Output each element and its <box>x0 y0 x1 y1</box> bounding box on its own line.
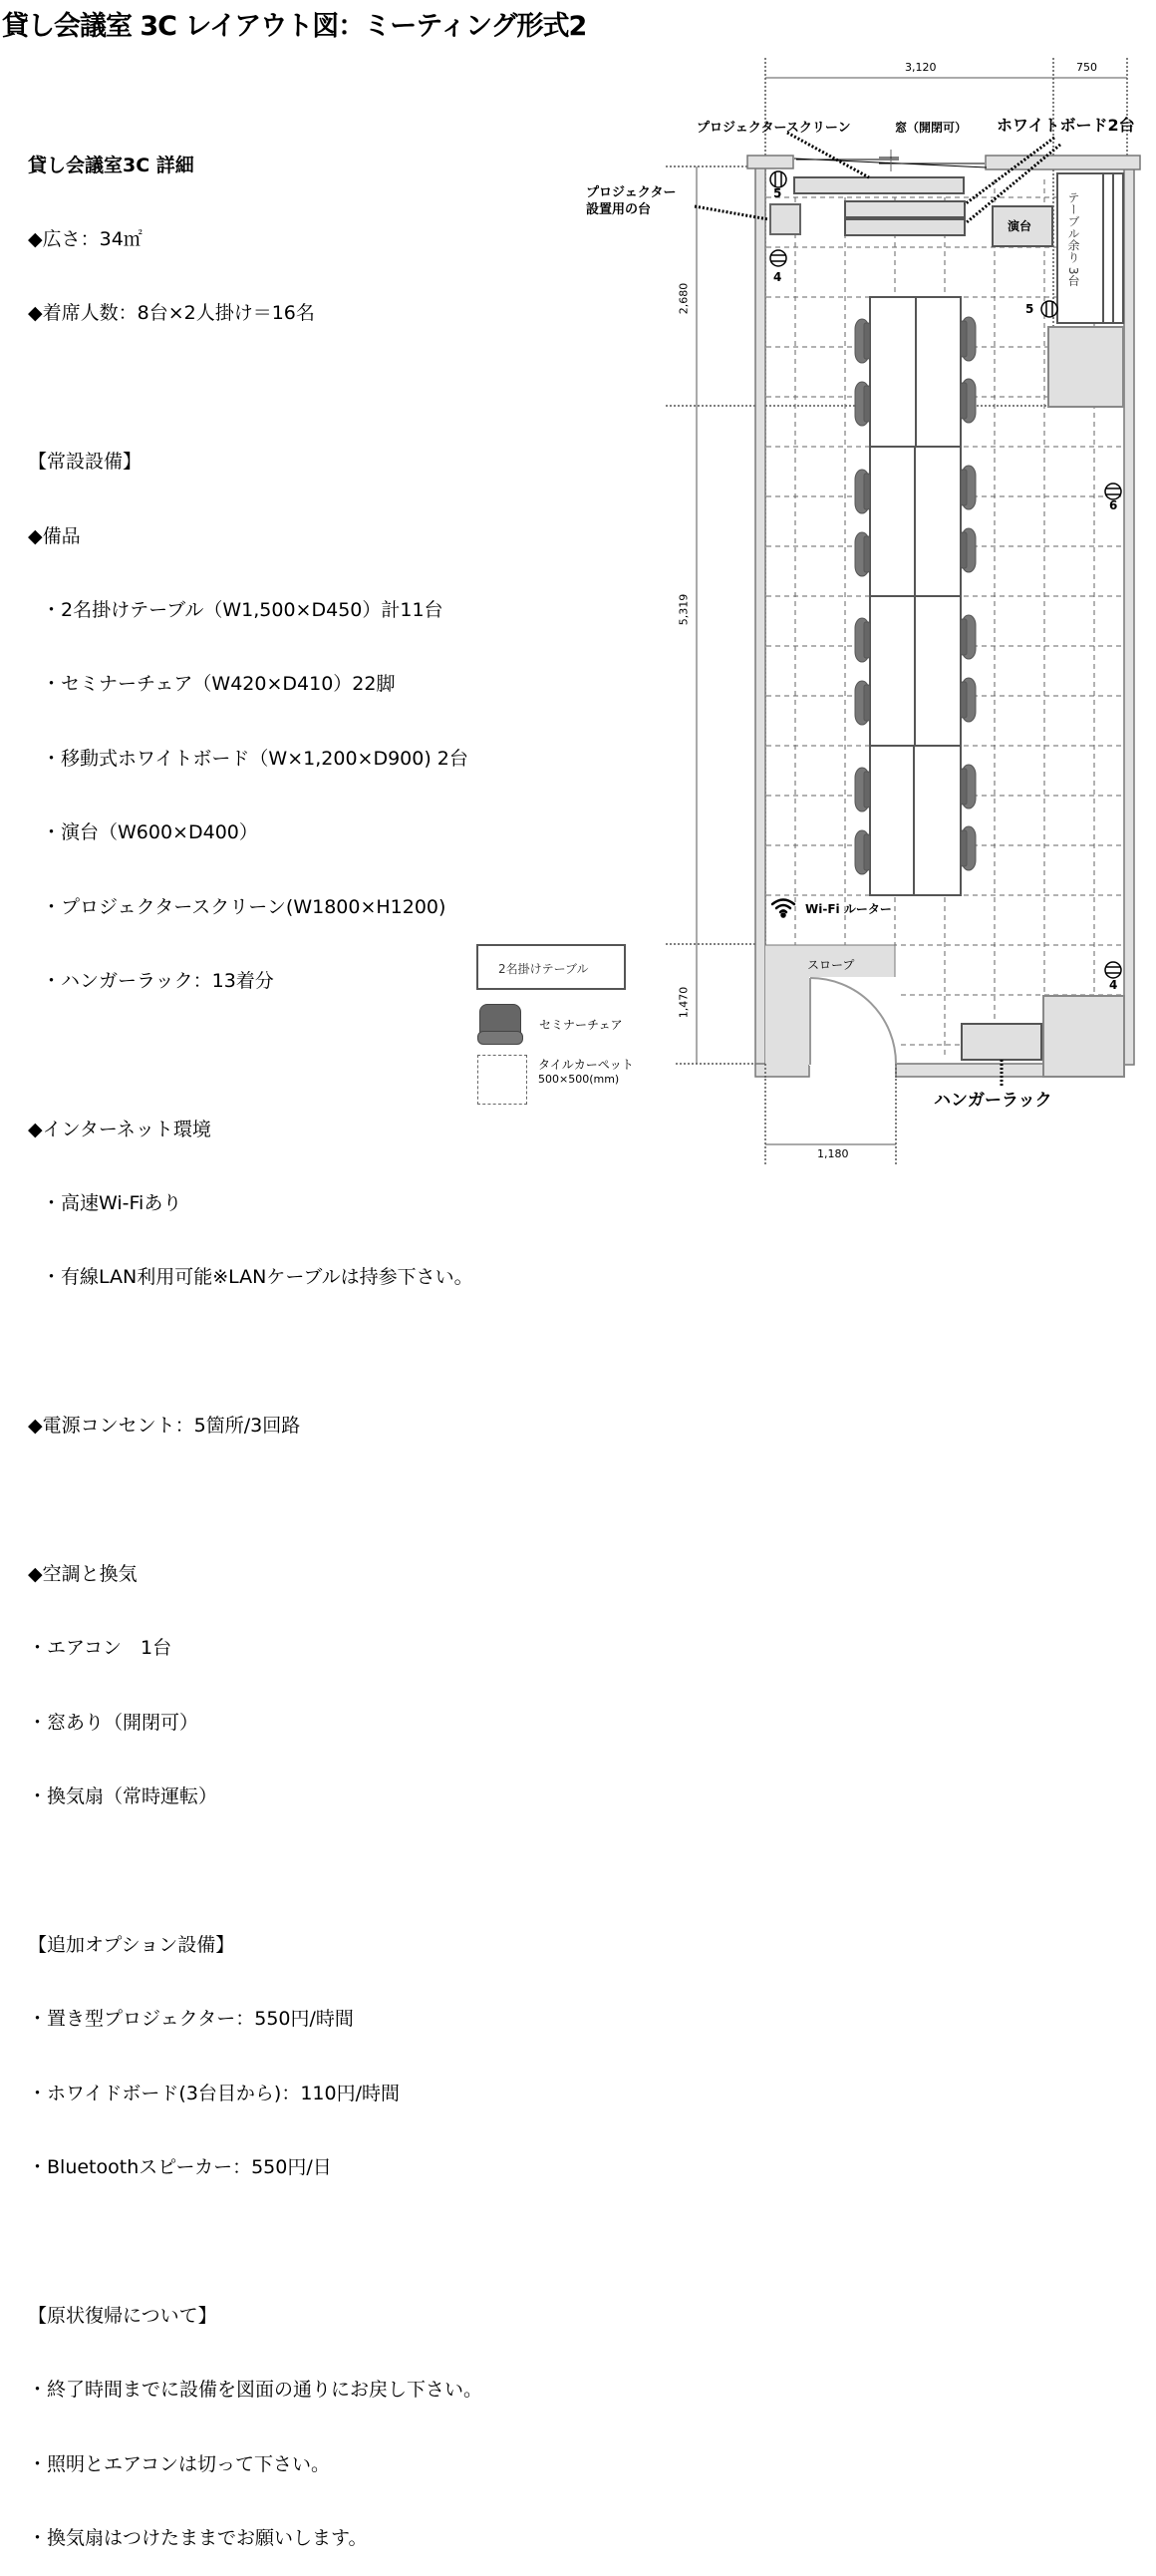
legend-tile-swatch <box>477 1055 527 1105</box>
meeting-tables <box>870 297 961 895</box>
label-projector-screen: プロジェクタースクリーン <box>697 121 851 136</box>
option-item: ・ホワイドボード(3台目から)：110円/時間 <box>28 2082 401 2104</box>
legend-tile-label: タイルカーペット <box>538 1058 634 1072</box>
dim-left-upper: 2,680 <box>677 282 691 315</box>
dim-bottom-door: 1,180 <box>817 1147 849 1160</box>
restore-item: ・照明とエアコンは切って下さい。 <box>28 2452 331 2475</box>
air-item: ・エアコン 1台 <box>28 1637 172 1660</box>
label-projector-stand-1: プロジェクター <box>586 185 677 200</box>
outlet-icon <box>1105 962 1121 978</box>
options-heading: 【追加オプション設備】 <box>28 1933 235 1956</box>
equipment-item: ・セミナーチェア（W420×D410）22脚 <box>42 673 396 696</box>
whiteboard-1 <box>845 201 965 217</box>
page-title: 貸し会議室 3C レイアウト図：ミーティング形式2 <box>2 11 587 42</box>
label-slope: スロープ <box>807 958 855 972</box>
storage-upper <box>1048 327 1123 407</box>
equipment-item: ・移動式ホワイトボード（W×1,200×D900) 2台 <box>42 747 468 770</box>
standard-equipment-heading: 【常設設備】 <box>28 451 143 474</box>
equipment-item: ・ハンガーラック：13着分 <box>42 969 274 992</box>
power-text: ◆電源コンセント：5箇所/3回路 <box>28 1415 301 1438</box>
legend-table-label: 2名掛けテーブル <box>498 962 589 976</box>
floor-plan <box>0 0 1156 1168</box>
whiteboard-2 <box>845 219 965 235</box>
option-item: ・Bluetoothスピーカー：550円/日 <box>28 2156 332 2179</box>
legend-chair-label: セミナーチェア <box>539 1018 623 1032</box>
outlet-number: 5 <box>1025 302 1034 316</box>
legend-tile-size: 500×500(mm) <box>538 1073 620 1086</box>
outlet-icon <box>1105 483 1121 499</box>
label-whiteboard: ホワイトボード2台 <box>997 116 1135 135</box>
label-hanger-rack: ハンガーラック <box>934 1091 1052 1111</box>
outlet-number: 5 <box>773 186 782 200</box>
dim-top-main: 3,120 <box>905 61 937 74</box>
dim-left-middle: 5,319 <box>677 593 691 626</box>
projector-screen <box>794 177 964 193</box>
internet-heading: ◆インターネット環境 <box>28 1118 211 1140</box>
outlet-icon <box>770 171 786 187</box>
dim-top-right: 750 <box>1076 61 1097 74</box>
equipment-item: ・演台（W600×D400） <box>42 821 258 844</box>
outlet-number: 4 <box>773 270 782 284</box>
restore-heading: 【原状復帰について】 <box>28 2304 217 2327</box>
area-text: ◆広さ：34㎡ <box>28 227 143 250</box>
label-window: 窓（開閉可） <box>895 121 968 135</box>
restore-item: ・終了時間までに設備を図面の通りにお戻し下さい。 <box>28 2379 483 2402</box>
equipment-item: ・プロジェクタースクリーン(W1800×H1200) <box>42 895 446 918</box>
door-opening <box>809 978 897 1066</box>
outlet-number: 4 <box>1109 978 1118 992</box>
dim-left-lower: 1,470 <box>677 986 691 1019</box>
outlet-icon <box>770 250 786 266</box>
label-spare-tables: テーブル余り 3台 <box>1066 191 1080 287</box>
label-podium: 演台 <box>1008 219 1032 233</box>
air-item: ・窓あり（開閉可） <box>28 1711 199 1734</box>
internet-item: ・有線LAN利用可能※LANケーブルは持参下さい。 <box>42 1266 473 1289</box>
details-heading: 貸し会議室3C 詳細 <box>28 154 194 176</box>
internet-item: ・高速Wi-Fiあり <box>42 1192 182 1215</box>
hanger-rack <box>962 1024 1041 1060</box>
air-item: ・換気扇（常時運転） <box>28 1785 218 1808</box>
wifi-icon <box>772 900 794 917</box>
restore-item: ・換気扇はつけたままでお願いします。 <box>28 2527 368 2550</box>
projector-stand <box>770 204 800 234</box>
outlet-number: 6 <box>1109 498 1118 512</box>
equipment-item: ・2名掛けテーブル（W1,500×D450）計11台 <box>42 598 443 621</box>
air-heading: ◆空調と換気 <box>28 1563 138 1586</box>
storage-lower <box>1043 996 1124 1077</box>
option-item: ・置き型プロジェクター：550円/時間 <box>28 2008 354 2031</box>
seating-text: ◆着席人数：8台×2人掛け＝16名 <box>28 302 315 325</box>
equipment-subheading: ◆備品 <box>28 524 81 547</box>
label-wifi-router: Wi-Fi ルーター <box>805 902 892 916</box>
outlet-icon <box>1041 301 1057 317</box>
label-projector-stand-2: 設置用の台 <box>586 202 652 217</box>
legend-chair-seat <box>477 1031 523 1045</box>
